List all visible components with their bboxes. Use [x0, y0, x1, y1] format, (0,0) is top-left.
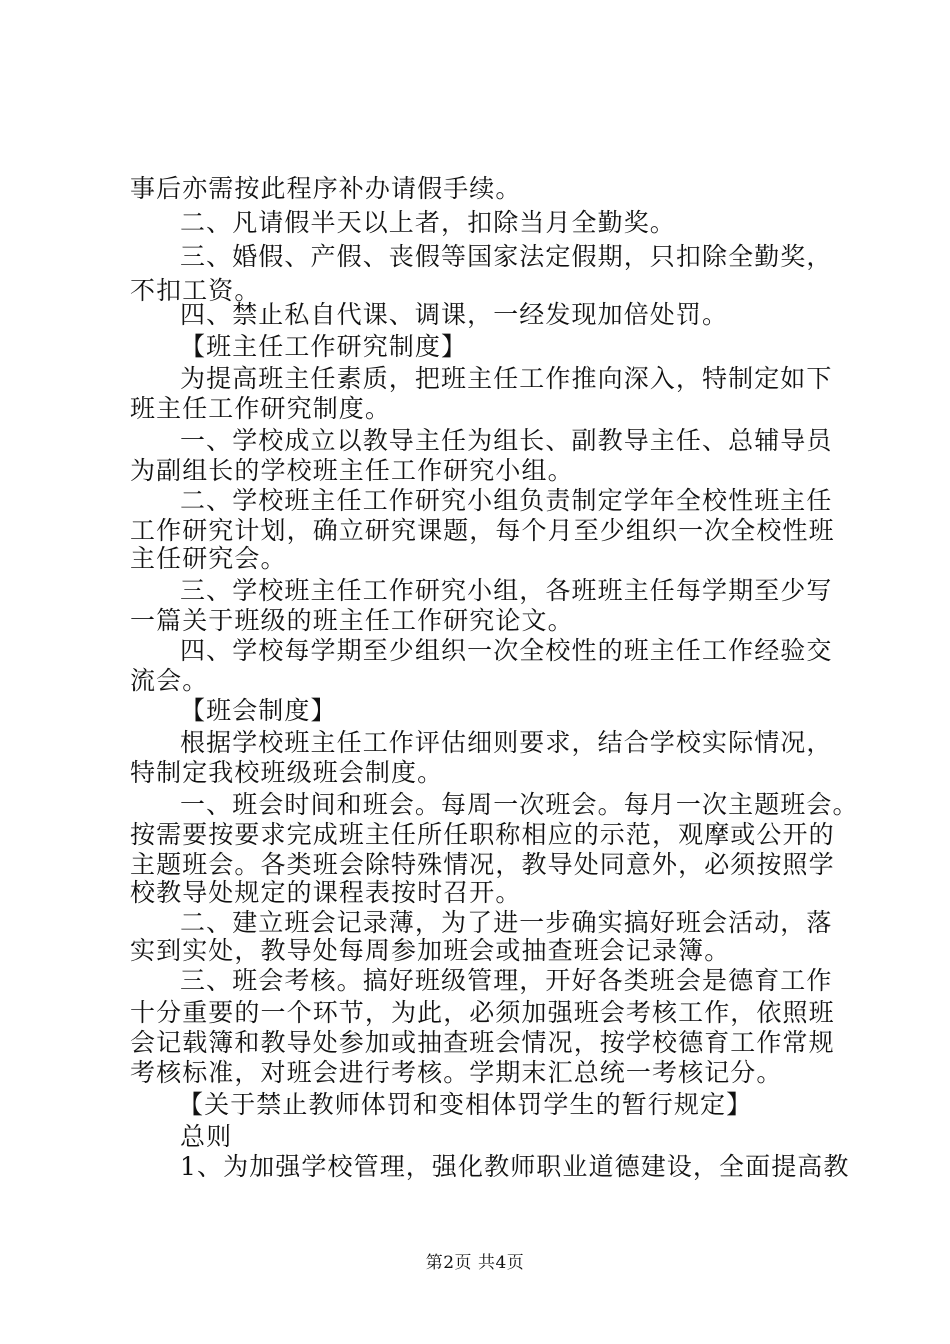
text-line: 一篇关于班级的班主任工作研究论文。 [130, 606, 574, 635]
text-line: 为副组长的学校班主任工作研究小组。 [130, 456, 574, 485]
text-line: 主题班会。各类班会除特殊情况，教导处同意外，必须按照学 [130, 850, 835, 879]
text-line: 一、班会时间和班会。每周一次班会。每月一次主题班会。 [180, 790, 859, 819]
text-line: 四、禁止私自代课、调课，一经发现加倍处罚。 [180, 300, 729, 329]
text-line: 1、为加强学校管理，强化教师职业道德建设，全面提高教 [180, 1152, 850, 1181]
text-line: 按需要按要求完成班主任所任职称相应的示范，观摩或公开的 [130, 820, 835, 849]
subheading: 总则 [180, 1122, 233, 1151]
text-line: 根据学校班主任工作评估细则要求，结合学校实际情况， [180, 728, 833, 757]
text-line: 会记载簿和教导处参加或抽查班会情况，按学校德育工作常规 [130, 1028, 835, 1057]
page-footer: 第2页 共4页 [425, 1253, 525, 1273]
text-line: 一、学校成立以教导主任为组长、副教导主任、总辅导员 [180, 426, 833, 455]
text-line: 校教导处规定的课程表按时召开。 [130, 878, 522, 907]
text-line: 二、学校班主任工作研究小组负责制定学年全校性班主任 [180, 486, 833, 515]
text-line: 特制定我校班级班会制度。 [130, 758, 444, 787]
text-line: 二、凡请假半天以上者，扣除当月全勤奖。 [180, 208, 676, 237]
section-heading: 【关于禁止教师体罚和变相体罚学生的暂行规定】 [178, 1090, 753, 1119]
text-line: 实到实处，教导处每周参加班会或抽查班会记录簿。 [130, 936, 731, 965]
text-line: 不扣工资。 [130, 276, 261, 305]
text-line: 三、学校班主任工作研究小组，各班班主任每学期至少写 [180, 576, 833, 605]
section-heading: 【班会制度】 [180, 696, 337, 725]
text-line: 二、建立班会记录薄，为了进一步确实搞好班会活动，落 [180, 908, 833, 937]
text-line: 考核标准，对班会进行考核。学期末汇总统一考核记分。 [130, 1058, 783, 1087]
text-line: 三、班会考核。搞好班级管理，开好各类班会是德育工作 [180, 966, 833, 995]
text-line: 四、学校每学期至少组织一次全校性的班主任工作经验交 [180, 636, 833, 665]
text-line: 三、婚假、产假、丧假等国家法定假期，只扣除全勤奖， [180, 242, 833, 271]
text-line: 流会。 [130, 666, 209, 695]
section-heading: 【班主任工作研究制度】 [180, 332, 468, 361]
text-line: 事后亦需按此程序补办请假手续。 [130, 174, 522, 203]
text-line: 为提高班主任素质，把班主任工作推向深入，特制定如下 [180, 364, 833, 393]
text-line: 班主任工作研究制度。 [130, 394, 392, 423]
text-line: 主任研究会。 [130, 544, 287, 573]
text-line: 工作研究计划，确立研究课题，每个月至少组织一次全校性班 [130, 516, 835, 545]
text-line: 十分重要的一个环节，为此，必须加强班会考核工作，依照班 [130, 998, 835, 1027]
